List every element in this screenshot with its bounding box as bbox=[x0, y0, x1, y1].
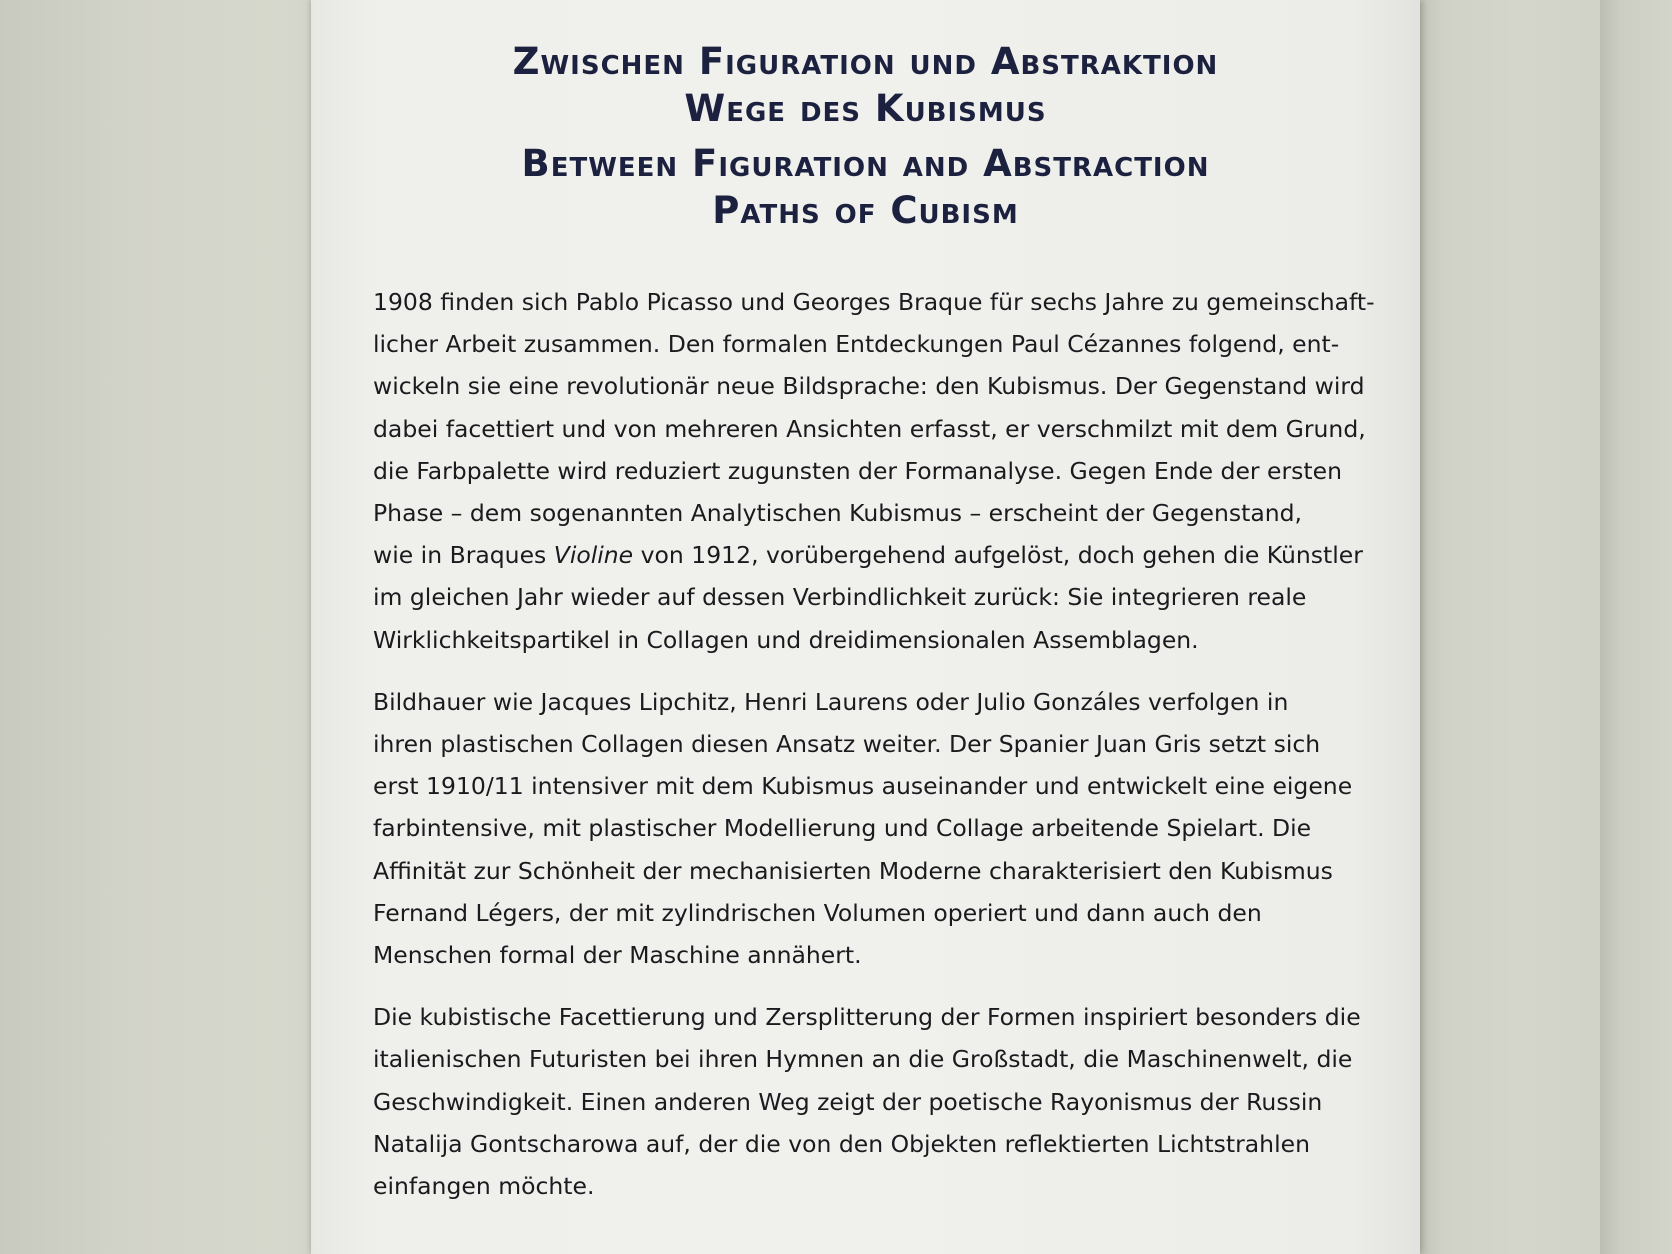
text-line: Natalija Gontscharowa auf, der die von den Objekten reflektierten Lichtstrahlen bbox=[373, 1129, 1310, 1158]
text-line: Bildhauer wie Jacques Lipchitz, Henri Laurens oder Julio Gonzáles verfolgen in bbox=[373, 687, 1289, 716]
text-line: Phase – dem sogenannten Analytischen Kubismus – erscheint der Gegenstand, bbox=[373, 499, 1303, 528]
text-line: einfangen möchte. bbox=[373, 1172, 595, 1201]
exhibition-sign-panel bbox=[311, 0, 1420, 1254]
sign-headings bbox=[311, 38, 1420, 234]
sign-body-text bbox=[373, 281, 1383, 1227]
text-line: italienischen Futuristen bei ihren Hymnen an die Großstadt, die Maschinenwelt, die bbox=[373, 1045, 1353, 1074]
text-line-with-italic bbox=[373, 534, 1383, 576]
text-line: erst 1910/11 intensiver mit dem Kubismus auseinander und entwickelt eine eigene bbox=[373, 772, 1353, 801]
text-line: dabei facettiert und von mehreren Ansichten erfasst, er verschmilzt mit dem Grund, bbox=[373, 414, 1366, 443]
paragraph-1 bbox=[373, 281, 1383, 661]
text-line: Geschwindigkeit. Einen anderen Weg zeigt der poetische Rayonismus der Russin bbox=[373, 1087, 1323, 1116]
paragraph-3 bbox=[373, 996, 1383, 1207]
text-line: die Farbpalette wird reduziert zugunsten der Formanalyse. Gegen Ende der ersten bbox=[373, 456, 1342, 485]
text-line: Die kubistische Facettierung und Zersplitterung der Formen inspiriert besonders die bbox=[373, 1003, 1361, 1032]
title-german-line-2: Wege des Kubismus bbox=[684, 87, 1047, 130]
title-english-line-2: Paths of Cubism bbox=[712, 189, 1019, 232]
text-segment: wie in Braques bbox=[373, 541, 554, 570]
text-line: Fernand Légers, der mit zylindrischen Volumen operiert und dann auch den bbox=[373, 898, 1262, 927]
text-line: im gleichen Jahr wieder auf dessen Verbindlichkeit zurück: Sie integrieren reale bbox=[373, 583, 1307, 612]
text-line: 1908 finden sich Pablo Picasso und Georges Braque für sechs Jahre zu gemeinschaft- bbox=[373, 288, 1375, 316]
text-line: farbintensive, mit plastischer Modellierung und Collage arbeitende Spielart. Die bbox=[373, 814, 1312, 843]
text-line: Affinität zur Schönheit der mechanisierten Moderne charakterisiert den Kubismus bbox=[373, 856, 1333, 885]
text-segment: von 1912, vorübergehend aufgelöst, doch gehen die Künstler bbox=[633, 541, 1363, 570]
text-line: ihren plastischen Collagen diesen Ansatz weiter. Der Spanier Juan Gris setzt sich bbox=[373, 730, 1321, 759]
text-line: Wirklichkeitspartikel in Collagen und dreidimensionalen Assemblagen. bbox=[373, 625, 1199, 654]
wall-edge bbox=[1600, 0, 1672, 1254]
text-line: wickeln sie eine revolutionär neue Bildsprache: den Kubismus. Der Gegenstand wird bbox=[373, 372, 1365, 401]
paragraph-2 bbox=[373, 681, 1383, 976]
text-line: Menschen formal der Maschine annähert. bbox=[373, 941, 862, 970]
title-english-line-1: Between Figuration and Abstraction bbox=[521, 142, 1210, 185]
title-german-line-1: Zwischen Figuration und Abstraktion bbox=[512, 40, 1219, 83]
text-line: licher Arbeit zusammen. Den formalen Entdeckungen Paul Cézannes folgend, ent- bbox=[373, 330, 1340, 359]
artwork-title-italic: Violine bbox=[553, 541, 634, 570]
